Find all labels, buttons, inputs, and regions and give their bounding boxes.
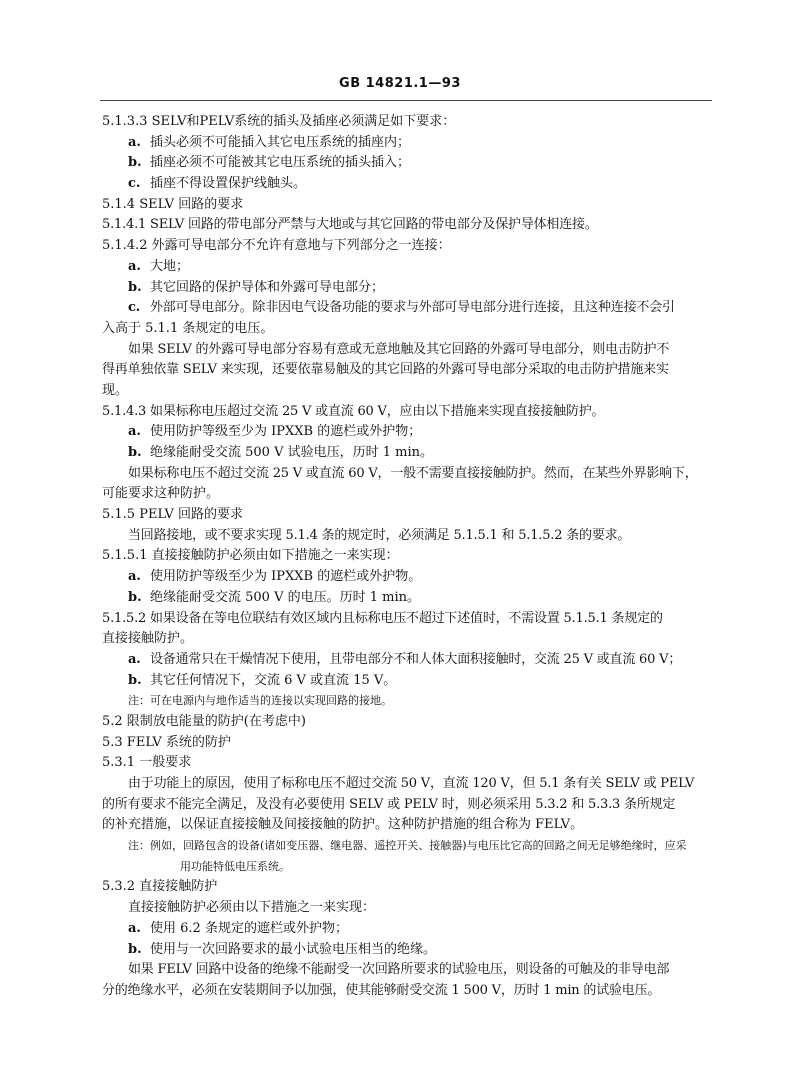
- list-item: [102, 278, 714, 299]
- list-item: [102, 422, 714, 443]
- item-label: a.: [128, 569, 141, 585]
- note-text: 用功能特低电压系统。: [180, 859, 290, 873]
- header-rule: [100, 100, 712, 101]
- list-item: [102, 298, 714, 319]
- paragraph-line: 如果 FELV 回路中设备的绝缘不能耐受一次回路所要求的试验电压，则设备的可触及的非导电部: [128, 962, 670, 978]
- item-text: 其它回路的保护导体和外露可导电部分；: [150, 279, 385, 295]
- item-label: b.: [128, 672, 142, 688]
- item-text: 插座不得设置保护线触头。: [150, 176, 307, 192]
- section-heading: 5.3 FELV 系统的防护: [102, 734, 231, 750]
- item-label: b.: [128, 941, 142, 957]
- section-heading: 5.1.4 SELV 回路的要求: [102, 196, 244, 212]
- paragraph-line: 如果 SELV 的外露可导电部分容易有意或无意地触及其它回路的外露可导电部分，则电击防护不: [128, 341, 670, 357]
- section-heading: 5.2 限制放电能量的防护(在考虑中): [102, 713, 306, 729]
- item-label: a.: [128, 920, 141, 936]
- item-label: b.: [128, 445, 142, 460]
- item-text: 绝缘能耐受交流 500 V 的电压。历时 1 min。: [150, 589, 420, 605]
- clause-heading: 5.1.5.1 直接接触防护必须由如下措施之一来实现：: [102, 548, 399, 564]
- note-text: 注：可在电源内与地作适当的连接以实现回路的接地。: [128, 694, 392, 708]
- item-label: b.: [128, 589, 142, 605]
- section-heading: 5.3.1 一般要求: [102, 755, 192, 771]
- paragraph-line: 当回路接地，或不要求实现 5.1.4 条的规定时，必须满足 5.1.5.1 和 5.1.5.2 条的要求。: [128, 527, 631, 543]
- item-label: a.: [128, 258, 141, 274]
- item-text: 绝缘能耐受交流 500 V 试验电压，历时 1 min。: [150, 445, 433, 460]
- item-text: 插头必须不可能插入其它电压系统的插座内；: [150, 134, 411, 150]
- page-header: GB 14821.1—93: [339, 76, 461, 91]
- item-text: 使用与一次回路要求的最小试验电压相当的绝缘。: [150, 941, 437, 957]
- list-item: [102, 567, 714, 588]
- item-label: b.: [128, 279, 142, 295]
- list-item: [102, 588, 714, 609]
- list-item: [102, 153, 714, 174]
- list-item: [102, 650, 714, 671]
- clause-heading: 5.1.4.2 外露可导电部分不允许有意地与下列部分之一连接：: [102, 238, 451, 254]
- item-text: 外部可导电部分。除非因电气设备功能的要求与外部可导电部分进行连接，且这种连接不会引: [150, 300, 675, 316]
- item-label: c.: [128, 300, 141, 316]
- paragraph-line: 由于功能上的原因，使用了标称电压不超过交流 50 V，直流 120 V，但 5.1 条有关 SELV 或 PELV: [128, 776, 695, 791]
- item-label: a.: [128, 134, 141, 150]
- item-text: 大地；: [150, 258, 190, 274]
- paragraph-line: 如果标称电压不超过交流 25 V 或直流 60 V，一般不需要直接接触防护。然而，在某些外界影响下，: [128, 465, 698, 481]
- clause-heading: 5.1.4.3 如果标称电压超过交流 25 V 或直流 60 V，应由以下措施来实现直接接触防护。: [102, 403, 605, 419]
- paragraph-line: 直接接触防护必须由以下措施之一来实现：: [128, 900, 376, 916]
- section-heading: 5.1.5 PELV 回路的要求: [102, 507, 244, 523]
- list-item: [102, 174, 714, 195]
- list-item: [102, 257, 714, 278]
- clause-heading: 5.1.5.2 如果设备在等电位联结有效区域内且标称电压不超过下述值时，不需设置 5.1.5.1 条规定的: [102, 610, 663, 626]
- paragraph-line: 的所有要求不能完全满足，及没有必要使用 SELV 或 PELV 时，则必须采用 5.3.2 和 5.3.3 条所规定: [102, 796, 676, 812]
- list-item: [102, 671, 714, 692]
- item-label: a.: [128, 424, 141, 440]
- item-text: 设备通常只在干燥情况下使用，且带电部分不和人体大面积接触时，交流 25 V 或直流 60 V；: [150, 651, 682, 667]
- paragraph-line: 得再单独依靠 SELV 来实现，还要依靠易触及的其它回路的外露可导电部分采取的电击防护措施来实: [102, 362, 669, 378]
- list-item: [102, 919, 714, 940]
- list-item: [102, 443, 714, 464]
- note-text: 注：例如，回路包含的设备(诸如变压器、继电器、遥控开关、接触器)与电压比它高的回路之间无足够绝缘时，应采: [128, 839, 687, 853]
- item-text: 使用防护等级至少为 IPXXB 的遮栏或外护物。: [150, 569, 422, 585]
- clause-text: 5.1.4.1 SELV 回路的带电部分严禁与大地或与其它回路的带电部分及保护导体相连接。: [102, 217, 598, 233]
- paragraph-line: 的补充措施，以保证直接接触及间接接触的防护。这种防护措施的组合称为 FELV。: [102, 817, 584, 833]
- item-text: 使用防护等级至少为 IPXXB 的遮栏或外护物；: [150, 424, 422, 440]
- item-text: 插座必须不可能被其它电压系统的插头插入；: [150, 155, 411, 171]
- item-label: a.: [128, 651, 141, 667]
- paragraph-line: 现。: [102, 382, 129, 398]
- document-body: [102, 112, 714, 1002]
- paragraph-line: 分的绝缘水平，必须在安装期间予以加强，使其能够耐受交流 1 500 V，历时 1 min 的试验电压。: [102, 982, 661, 998]
- item-text: 使用 6.2 条规定的遮栏或外护物；: [150, 920, 348, 936]
- list-item: [102, 133, 714, 154]
- clause-heading: 5.1.3.3 SELV和PELV系统的插头及插座必须满足如下要求：: [102, 114, 456, 129]
- paragraph-line: 入高于 5.1.1 条规定的电压。: [102, 320, 274, 336]
- item-text: 其它任何情况下，交流 6 V 或直流 15 V。: [150, 672, 397, 688]
- section-heading: 5.3.2 直接接触防护: [102, 879, 218, 895]
- paragraph-line: 直接接触防护。: [102, 631, 194, 647]
- list-item: [102, 940, 714, 961]
- paragraph-line: 可能要求这种防护。: [102, 486, 220, 502]
- item-label: b.: [128, 155, 142, 171]
- item-label: c.: [128, 176, 141, 192]
